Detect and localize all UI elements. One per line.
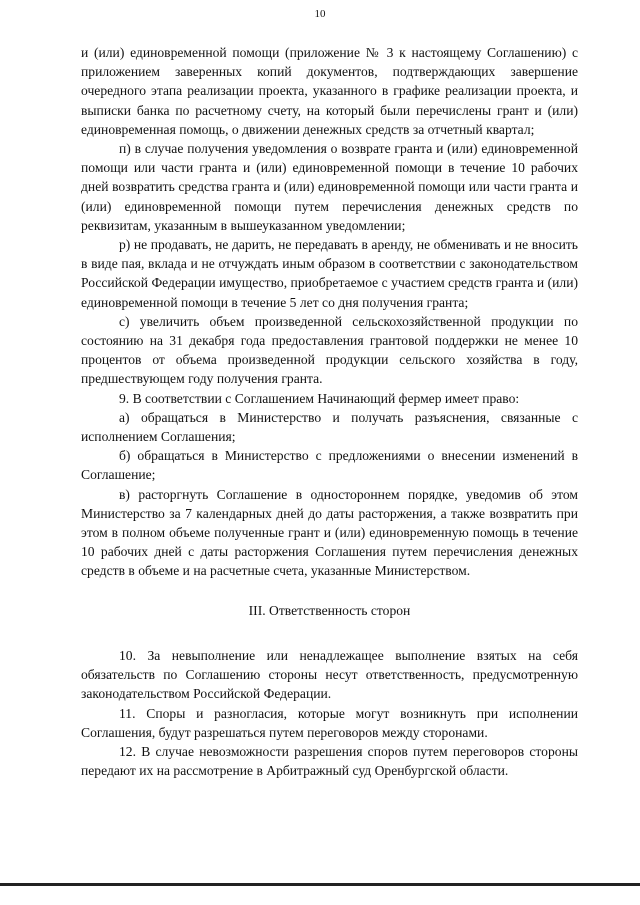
clause-9: 9. В соответствии с Соглашением Начинающий фермер имеет право: — [119, 390, 520, 406]
clause-9-v: в) расторгнуть Соглашение в одностороннем порядке, уведомив об этом Министерство за 7 календарных дней до даты расторжения, а также возвратить при этом в полном объеме полученные грант и (или) единовременную помощь в течение 10 рабочих дней с даты расторжения Соглашения путем перечисления денежных средств в объеме и на расчетные счета, указанные Министерством. — [81, 486, 578, 579]
bottom-border-line — [0, 883, 640, 886]
clause-p: п) в случае получения уведомления о возврате гранта и (или) единовременной помощи или части гранта и (или) единовременной помощи в течение 10 рабочих дней возвратить средства гранта и (или) единовременной помощи или части гранта и (или) единовременной помощи путем перечисления денежных средств по реквизитам, указанным в вышеуказанном уведомлении; — [81, 141, 578, 233]
clause-12: 12. В случае невозможности разрешения споров путем переговоров стороны передают их на рассмотрение в Арбитражный суд Оренбургской области. — [81, 743, 578, 779]
clause-s: с) увеличить объем произведенной сельскохозяйственной продукции по состоянию на 31 декабря года предоставления грантовой поддержки не менее 10 процентов от объема произведенной продукции сельского хозяйства в году, предшествующем году получения гранта. — [81, 313, 578, 387]
clause-9-b: б) обращаться в Министерство с предложениями о внесении изменений в Соглашение; — [81, 448, 578, 483]
clause-10: 10. За невыполнение или ненадлежащее выполнение взятых на себя обязательств по Соглашению стороны несут ответственность, предусмотренную законодательством Российской Федерации. — [81, 647, 578, 702]
clause-11: 11. Споры и разногласия, которые могут возникнуть при исполнении Соглашения, будут разрешаться путем переговоров между сторонами. — [81, 705, 578, 740]
paragraph-continuation: и (или) единовременной помощи (приложение № 3 к настоящему Соглашению) с приложением заверенных копий документов, подтверждающих завершение очередного этапа реализации проекта, указанного в графике реализации проекта, и выписки банка по расчетному счету, на который были перечислены грант и (или) единовременная помощь, о движении денежных средств за отчетный квартал; — [81, 45, 578, 137]
clause-r: р) не продавать, не дарить, не передавать в аренду, не обменивать и не вносить в виде пая, вклада и не отчуждать иным образом в соответствии с законодательством Российской Федерации имущество, приобретаемое с участием средств гранта и (или) единовременной помощи в течение 5 лет со дня получения гранта; — [81, 237, 578, 310]
document-body — [81, 43, 578, 780]
page-number: 10 — [314, 8, 326, 20]
section-heading: III. Ответственность сторон — [248, 602, 411, 618]
clause-9-a: а) обращаться в Министерство и получать разъяснения, связанные с исполнением Соглашения; — [81, 409, 578, 445]
